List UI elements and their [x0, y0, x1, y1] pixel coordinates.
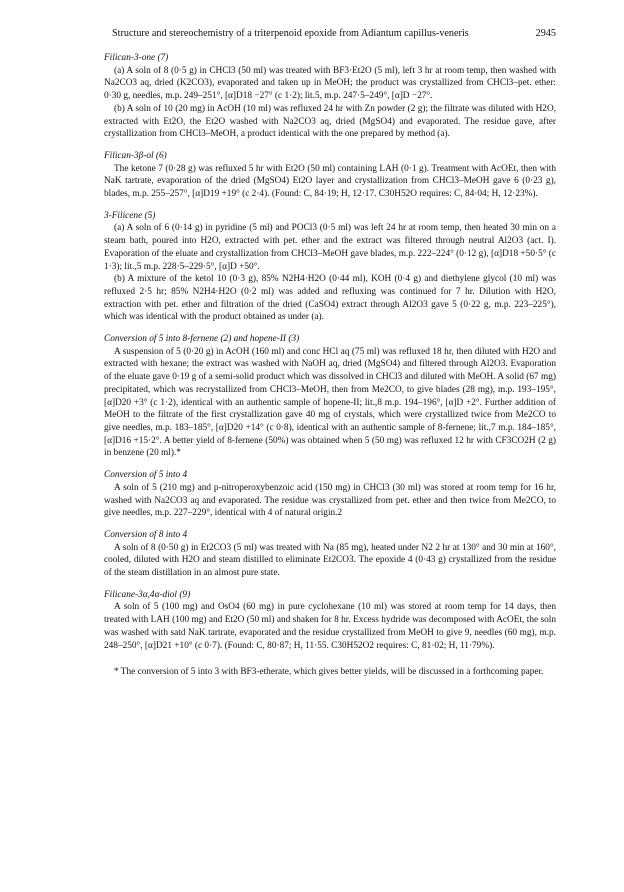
- paragraph: A soln of 8 (0·50 g) in Et2CO3 (5 ml) was treated with Na (85 mg), heated under N2 2 hr at 130° and 30 min at 160°, cooled, diluted with H2O and steam distilled to eliminate Et2CO3. The epoxide 4 (0·43 g) crystallized from the residue of the steam distillation in an almost pure state.: [104, 542, 556, 579]
- section-heading: 3-Filicene (5): [104, 210, 156, 221]
- footnote: * The conversion of 5 into 3 with BF3-etherate, which gives better yields, will be discussed in a forthcoming paper.: [114, 667, 544, 678]
- article-body: [104, 52, 556, 679]
- paragraph: (b) A mixture of the ketol 10 (0·3 g), 85% N2H4·H2O (0·44 ml), KOH (0·4 g) and diethylene glycol (10 ml) was refluxed 2·5 hr; 85% N2H4·H2O (0·2 ml) was added and refluxing was continued for 7 hr. Dilution with H2O, extraction with pet. ether and filtration of the dried (CaSO4) extract through Al2O3 gave 5 (0·22 g, m.p. 223–225°), which was identical with the product obtained as under (a).: [104, 274, 556, 323]
- paragraph: A soln of 5 (210 mg) and p-nitroperoxybenzoic acid (150 mg) in CHCl3 (30 ml) was stored at room temp for 16 hr, washed with Na2CO3 aq and evaporated. The residue was crystallized from pet. ether and then twice from Me2CO, to give needles, m.p. 227–229°, identical with 4 of natural origin.2: [104, 482, 556, 519]
- running-title: Structure and stereochemistry of a triterpenoid epoxide from Adiantum capillus-veneris: [112, 28, 469, 39]
- paragraph: A suspension of 5 (0·20 g) in AcOH (160 ml) and conc HCl aq (75 ml) was refluxed 18 hr, then diluted with H2O and extracted with hexane; the extract was washed with NaOH aq, dried (MgSO4) and filtered through Al2O3. Evaporation of the eluate gave 0·19 g of a semi-solid product which was dissolved in CHCl3 and diluted with MeOH. A solid (67 mg) precipitated, which was recrystallized from CHCl3–MeOH, then from Me2CO, to give blades (28 mg), m.p. 193–195°, [α]D20 +3° (c 1·2), identical with an authentic sample of hopene-II; lit.,8 m.p. 194–196°, [α]D +2°. Further addition of MeOH to the filtrate of the first crystallization gave 40 mg of crystals, which were crystallized twice from Me2CO to give needles, m.p. 183–185°, [α]D20 +14° (c 0·8), identical with an authentic sample of 8-fernene; lit.,7 m.p. 184–185°, [α]D16 +15·2°. A better yield of 8-fernene (50%) was obtained when 5 (50 mg) was refluxed 12 hr with CF3CO2H (2 g) in benzene (20 ml).*: [104, 346, 556, 459]
- section-heading: Filicane-3α,4α-diol (9): [104, 589, 191, 600]
- paragraph: (a) A soln of 8 (0·5 g) in CHCl3 (50 ml) was treated with BF3·Et2O (5 ml), left 3 hr at room temp, then washed with Na2CO3 aq, dried (K2CO3), evaporated and taken up in MeOH; the product was crystallized from CHCl3–pet. ether: 0·30 g, needles, m.p. 249–251°, [α]D18 −27° (c 1·2); lit.5, m.p. 247·5–249°, [α]D −27°.: [104, 65, 556, 102]
- paragraph: (a) A soln of 6 (0·14 g) in pyridine (5 ml) and POCl3 (0·5 ml) was left 24 hr at room temp, then heated 30 min on a steam bath, poured into H2O, extracted with pet. ether and the extract was filtered through neutral Al2O3 (act. I). Evaporation of the eluate and crystallization from CHCl3–MeOH gave blades, m.p. 222–224° (0·12 g), [α]D18 +50·5° (c 1·3); lit.,5 m.p. 228·5–229·5°, [α]D +50°.: [104, 223, 556, 272]
- paragraph: A soln of 5 (100 mg) and OsO4 (60 mg) in pure cyclohexane (10 ml) was stored at room temp for 14 days, then treated with LAH (100 mg) and Et2O (50 ml) and shaken for 8 hr. Excess hydride was decomposed with AcOEt, the soln was washed with satd NaK tartrate, evaporated and the residue crystallized from MeOH to give 9, needles (60 mg), m.p. 248–250°, [α]D21 +10° (c 0·7). (Found: C, 80·87; H, 11·55. C30H52O2 requires: C, 81·02; H, 11·79%).: [104, 602, 556, 651]
- paragraph: (b) A soln of 10 (20 mg) in AcOH (10 ml) was refluxed 24 hr with Zn powder (2 g); the filtrate was diluted with H2O, extracted with Et2O, the Et2O washed with Na2CO3 aq, dried (MgSO4) and evaporated. The residue gave, after crystallization from CHCl3–MeOH, a product identical with the one prepared by method (a).: [104, 103, 556, 140]
- section-heading: Conversion of 5 into 8-fernene (2) and hopene-II (3): [104, 334, 300, 345]
- page-number: 2945: [535, 28, 556, 39]
- section-heading: Filican-3β-ol (6): [104, 150, 167, 161]
- section-heading: Conversion of 8 into 4: [104, 529, 188, 540]
- section-heading: Conversion of 5 into 4: [104, 470, 188, 481]
- paragraph: The ketone 7 (0·28 g) was refluxed 5 hr with Et2O (50 ml) containing LAH (0·1 g). Treatment with AcOEt, then with NaK tartrate, evaporation of the dried (MgSO4) Et2O layer and crystallization from CHCl3–MeOH gave 6 (0·23 g), blades, m.p. 255–257°, [α]D19 +19° (c 2·4). (Found: C, 84·19; H, 12·17. C30H52O requires: C, 84·04; H, 12·23%).: [104, 163, 556, 200]
- section-heading: Filican-3-one (7): [104, 53, 169, 63]
